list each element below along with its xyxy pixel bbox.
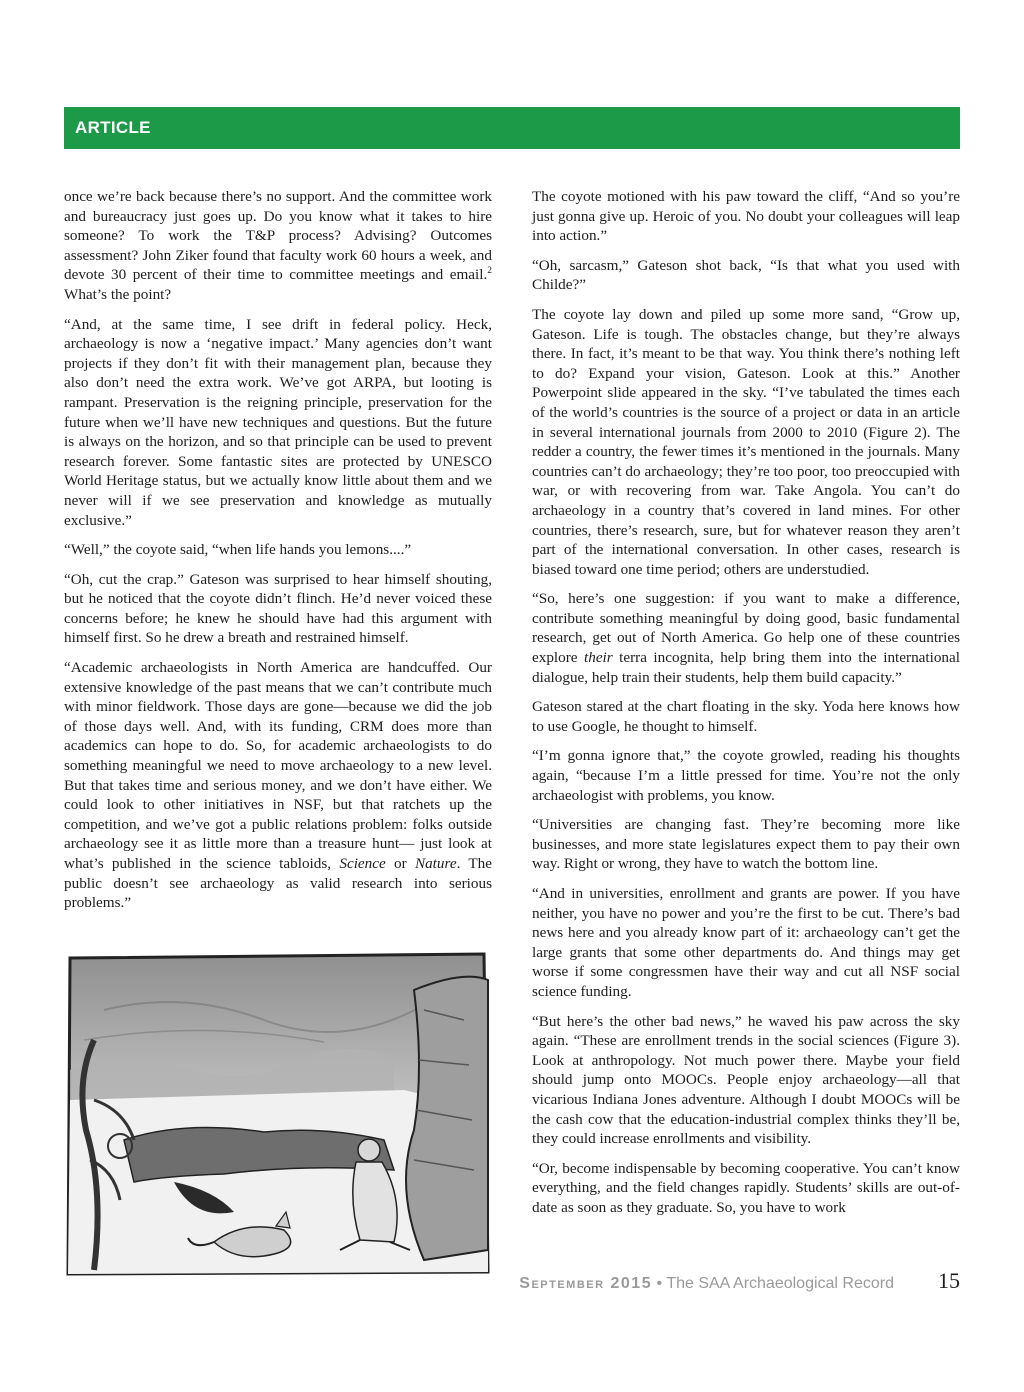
page-number: 15 bbox=[938, 1268, 960, 1293]
paragraph: Gateson stared at the chart floating in the sky. Yoda here knows how to use Google, he thought to himself. bbox=[532, 698, 960, 735]
paragraph: “And, at the same time, I see drift in federal policy. Heck, archaeology is now a ‘negative impact.’ Many agencies don’t want projects if they don’t fit with their management plan, because they also don’t need the extra work. We’ve got ARPA, but looting is rampant. Preservation is the reigning principle, preservation for the future when we’ll have new techniques and questions. But the future is always on the horizon, and so that principle can be used to prevent research forever. Some fantastic sites are protected by UNESCO World Heritage status, but we actually know little about them and we never will if we see preservation and knowledge as mutually exclusive.” bbox=[64, 315, 492, 529]
left-column bbox=[64, 187, 492, 923]
paragraph: “Universities are changing fast. They’re becoming more like businesses, and more state legislatures expect them to pay their own way. Right or wrong, they have to watch the bottom line. bbox=[532, 816, 960, 873]
paragraph: “So, here’s one suggestion: if you want to make a difference, contribute something meaningful by doing good, basic fundamental research, get out of North America. Go help one of these countries explore their terra incognita, help bring them into the international dialogue, help train their students, help them build capacity.” bbox=[532, 590, 960, 686]
paragraph: “But here’s the other bad news,” he waved his paw across the sky again. “These are enrollment trends in the social sciences (Figure 3). Look at anthropology. Not much power there. Maybe your field should jump onto MOOCs. People enjoy archaeology—all that vicarious Indiana Jones adventure. Although I doubt MOOCs will be the cash cow that the education-industrial complex thinks they’ll be, they could increase enrollments and visibility. bbox=[532, 1012, 960, 1148]
footer-journal-title: The SAA Archaeological Record bbox=[666, 1275, 894, 1292]
paragraph: “Or, become indispensable by becoming cooperative. You can’t know everything, and the field changes rapidly. Students’ skills are out-of-date as soon as they graduate. So, you have to work bbox=[532, 1159, 960, 1216]
paragraph: “Well,” the coyote said, “when life hands you lemons....” bbox=[64, 541, 412, 559]
illustration-drawing bbox=[64, 950, 492, 1278]
paragraph: “Oh, cut the crap.” Gateson was surprised to hear himself shouting, but he noticed that the coyote didn’t flinch. He’d never voiced these concerns before; he knew he should have had this argument with himself first. So he drew a breath and restrained himself. bbox=[64, 570, 492, 647]
paragraph: The coyote lay down and piled up some more sand, “Grow up, Gateson. Life is tough. The obstacles change, but they’re always there. In fact, it’s meant to be that way. You think there’s nothing left to do? Expand your vision, Gateson. Look at this.” Another Powerpoint slide appeared in the sky. “I’ve tabulated the times each of the world’s countries is the source of a project or data in an article in several international journals from 2000 to 2010 (Figure 2). The redder a country, the fewer times it’s mentioned in the journals. Many countries can’t do archaeology; they’re too poor, too preoccupied with war, or with recovering from war. Take Angola. You can’t do archaeology in a country that’s covered in land mines. For other countries, there’s research, sure, but for whatever reason they aren’t part of the international conversation. In other cases, research is biased toward one time period; others are understudied. bbox=[532, 305, 960, 578]
paragraph: “And in universities, enrollment and grants are power. If you have neither, you have no power and you’re the first to be cut. There’s bad news here and you already know part of it: archaeology can’t get the large grants that some other departments do. And things may get worse if some congressmen have their way and cut all NSF social science funding. bbox=[532, 885, 960, 1000]
coyote-illustration bbox=[64, 950, 492, 1278]
page-footer bbox=[519, 1268, 960, 1298]
section-banner bbox=[64, 107, 960, 149]
footnote-marker: 2 bbox=[487, 266, 492, 277]
paragraph: “Academic archaeologists in North America are handcuffed. Our extensive knowledge of the past means that we can’t contribute much with minor fieldwork. Those days are gone—because we did the job of those days well. And, with its funding, CRM does more than academics can hope to do. So, for academic archaeologists to do something meaningful we need to move archaeology to a new level. But that takes time and serious money, and we don’t have either. We could look to other initiatives in NSF, but that ratchets up the competition, and we’ve got a public relations problem: folks outside archaeology see it as little more than a treasure hunt— just look at what’s published in the science tabloids, Science or Nature. The public doesn’t see archaeology as valid research into serious problems.” bbox=[64, 659, 492, 912]
paragraph: once we’re back because there’s no support. And the committee work and bureaucracy just goes up. Do you know what it takes to hire someone? To work the T&P process? Advising? Outcomes assessment? John Ziker found that faculty work 60 hours a week, and devote 30 percent of their time to committee meetings and email.$^2$ What’s the point? bbox=[64, 188, 492, 303]
footer-month: September 2015 bbox=[519, 1275, 653, 1292]
paragraph: The coyote motioned with his paw toward the cliff, “And so you’re just gonna give up. Heroic of you. No doubt your colleagues will leap into action.” bbox=[532, 188, 960, 245]
footer-journal-line bbox=[519, 1275, 894, 1293]
right-column bbox=[532, 187, 960, 1228]
paragraph: “I’m gonna ignore that,” the coyote growled, reading his thoughts again, “because I’m a little pressed for time. You’re not the only archaeologist with problems, you know. bbox=[532, 747, 960, 804]
footer-separator: • bbox=[652, 1275, 667, 1292]
paragraph: “Oh, sarcasm,” Gateson shot back, “Is that what you used with Childe?” bbox=[532, 256, 960, 294]
section-label: ARTICLE bbox=[75, 118, 151, 137]
